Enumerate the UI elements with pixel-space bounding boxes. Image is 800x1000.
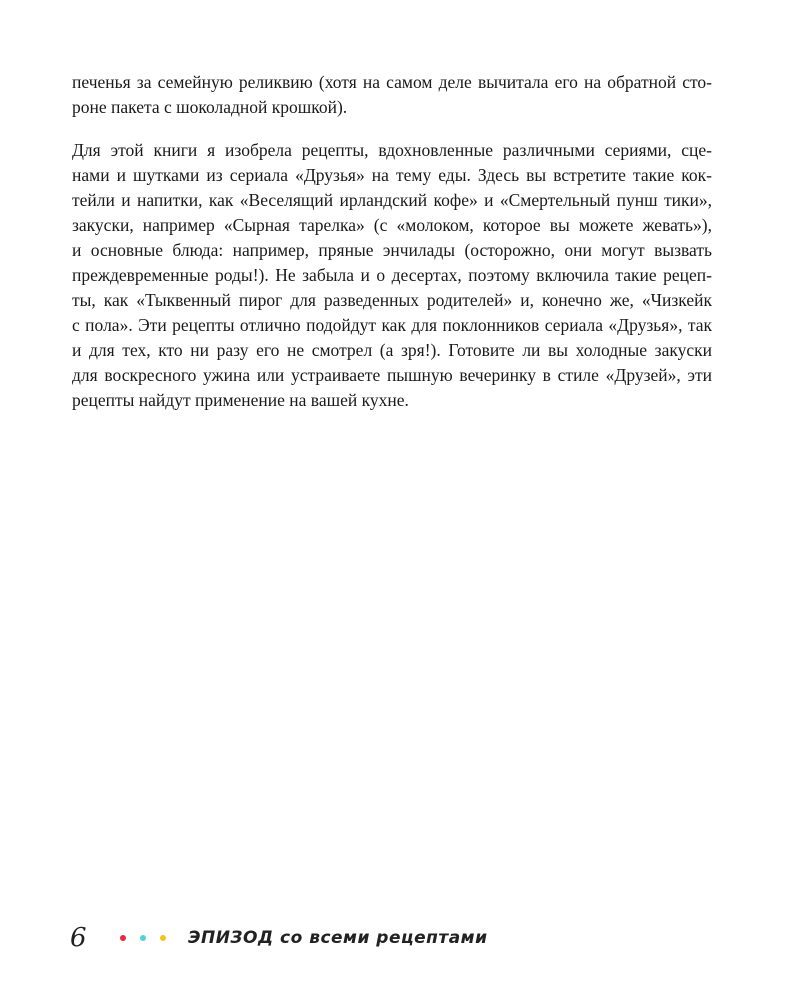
text-line: и для тех, кто ни разу его не смотрел (а зря!). Готовите ли вы холодные закуски bbox=[72, 340, 712, 360]
body-text bbox=[72, 70, 712, 431]
decorative-dots bbox=[120, 935, 166, 941]
chapter-title: ЭПИЗОД со всеми рецептами bbox=[188, 928, 488, 948]
cyan-dot-icon bbox=[140, 935, 146, 941]
text-line: печенья за семейную реликвию (хотя на самом деле вычитала его на обратной сто- bbox=[72, 72, 712, 92]
yellow-dot-icon bbox=[160, 935, 166, 941]
text-line: тейли и напитки, как «Веселящий ирландский кофе» и «Смертельный пунш тики», bbox=[72, 190, 712, 210]
text-line: рецепты найдут применение на вашей кухне. bbox=[72, 390, 409, 410]
text-line: и основные блюда: например, пряные энчилады (осторожно, они могут вызвать bbox=[72, 240, 712, 260]
text-line: для воскресного ужина или устраиваете пышную вечеринку в стиле «Друзей», эти bbox=[72, 365, 712, 385]
page-footer bbox=[70, 918, 488, 958]
paragraph bbox=[72, 138, 712, 413]
text-line: с пола». Эти рецепты отлично подойдут как для поклонников сериала «Друзья», так bbox=[72, 315, 712, 335]
text-line: преждевременные роды!). Не забыла и о десертах, поэтому включила такие рецеп- bbox=[72, 265, 712, 285]
text-line: нами и шутками из сериала «Друзья» на тему еды. Здесь вы встретите такие кок- bbox=[72, 165, 712, 185]
page-number: 6 bbox=[70, 923, 87, 953]
text-line: роне пакета с шоколадной крошкой). bbox=[72, 97, 348, 117]
text-line: ты, как «Тыквенный пирог для разведенных родителей» и, конечно же, «Чизкейк bbox=[72, 290, 712, 310]
text-line: Для этой книги я изобрела рецепты, вдохновленные различными сериями, сце- bbox=[72, 140, 712, 160]
red-dot-icon bbox=[120, 935, 126, 941]
paragraph bbox=[72, 70, 712, 120]
text-line: закуски, например «Сырная тарелка» (с «молоком, которое вы можете жевать»), bbox=[72, 215, 712, 235]
